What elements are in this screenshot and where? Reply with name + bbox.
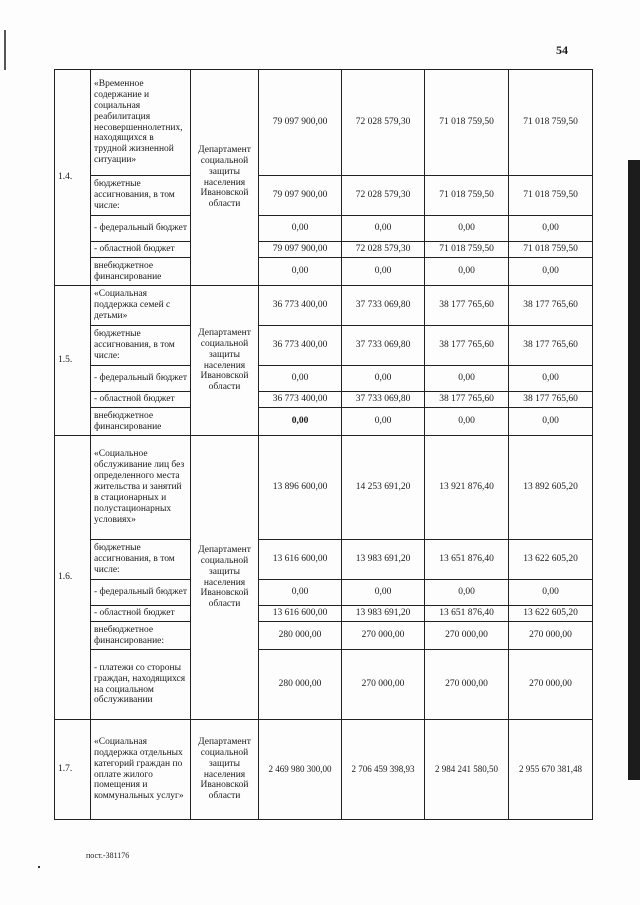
value-cell: 13 651 876,40 [425, 606, 509, 622]
row-label: - областной бюджет [91, 392, 191, 408]
table-row [55, 176, 593, 216]
table-row [55, 580, 593, 606]
table-row [55, 216, 593, 242]
value-cell: 2 706 459 398,93 [342, 720, 425, 820]
value-cell: 0,00 [509, 258, 593, 286]
value-cell: 38 177 765,60 [509, 286, 593, 326]
page-number: 54 [556, 43, 568, 57]
value-cell: 38 177 765,60 [425, 392, 509, 408]
value-cell: 270 000,00 [425, 622, 509, 650]
table-row [55, 326, 593, 366]
value-cell: 38 177 765,60 [509, 326, 593, 366]
row-label: «Социальная поддержка семей с детьми» [91, 286, 191, 326]
value-cell: 71 018 759,50 [425, 242, 509, 258]
row-label: бюджетные ассигнования, в том числе: [91, 176, 191, 216]
value-cell: 72 028 579,30 [342, 242, 425, 258]
value-cell: 13 921 876,40 [425, 436, 509, 540]
value-cell: 38 177 765,60 [425, 326, 509, 366]
department-cell: Департамент социальной защиты населения Ивановской области [191, 70, 259, 286]
value-cell: 0,00 [342, 258, 425, 286]
table-row [55, 650, 593, 720]
value-cell: 2 984 241 580,50 [425, 720, 509, 820]
scan-margin-mark [4, 30, 6, 70]
table-row [55, 540, 593, 580]
value-cell: 270 000,00 [342, 650, 425, 720]
value-cell: 13 616 600,00 [259, 540, 342, 580]
row-label: «Временное содержание и социальная реабилитация несовершеннолетних, находящихся в трудной жизненной ситуации» [91, 70, 191, 176]
table-row [55, 436, 593, 540]
value-cell: 270 000,00 [425, 650, 509, 720]
table-row [55, 408, 593, 436]
row-label: - федеральный бюджет [91, 216, 191, 242]
row-label: - платежи со стороны граждан, находящихся на социальном обслуживании [91, 650, 191, 720]
value-cell: 79 097 900,00 [259, 70, 342, 176]
value-cell: 280 000,00 [259, 650, 342, 720]
value-cell: 71 018 759,50 [509, 242, 593, 258]
budget-table [54, 69, 593, 820]
value-cell: 0,00 [425, 258, 509, 286]
value-cell: 0,00 [509, 216, 593, 242]
value-cell: 71 018 759,50 [509, 70, 593, 176]
value-cell: 13 651 876,40 [425, 540, 509, 580]
value-cell: 37 733 069,80 [342, 326, 425, 366]
value-cell: 71 018 759,50 [425, 176, 509, 216]
row-label: - федеральный бюджет [91, 580, 191, 606]
value-cell: 0,00 [509, 408, 593, 436]
scan-dot [38, 866, 40, 868]
row-label: внебюджетное финансирование: [91, 622, 191, 650]
value-cell: 72 028 579,30 [342, 70, 425, 176]
value-cell: 0,00 [342, 408, 425, 436]
department-cell: Департамент социальной защиты населения Ивановской области [191, 720, 259, 820]
row-label: - областной бюджет [91, 606, 191, 622]
value-cell: 13 622 605,20 [509, 540, 593, 580]
value-cell: 0,00 [509, 366, 593, 392]
value-cell: 79 097 900,00 [259, 242, 342, 258]
table-row [55, 392, 593, 408]
value-cell: 13 896 600,00 [259, 436, 342, 540]
value-cell: 13 983 691,20 [342, 606, 425, 622]
value-cell: 0,00 [425, 408, 509, 436]
value-cell: 0,00 [425, 580, 509, 606]
value-cell: 0,00 [425, 366, 509, 392]
value-cell: 38 177 765,60 [509, 392, 593, 408]
value-cell: 0,00 [342, 366, 425, 392]
row-label: внебюджетное финансирование [91, 408, 191, 436]
value-cell: 36 773 400,00 [259, 286, 342, 326]
scan-edge-bar [628, 160, 640, 780]
value-cell: 13 983 691,20 [342, 540, 425, 580]
value-cell: 280 000,00 [259, 622, 342, 650]
row-label: внебюджетное финансирование [91, 258, 191, 286]
value-cell: 0,00 [342, 216, 425, 242]
table-row [55, 622, 593, 650]
row-number: 1.5. [55, 286, 91, 436]
row-label: - федеральный бюджет [91, 366, 191, 392]
department-cell: Департамент социальной защиты населения Ивановской области [191, 436, 259, 720]
value-cell: 0,00 [259, 366, 342, 392]
row-number: 1.4. [55, 70, 91, 286]
value-cell: 2 955 670 381,48 [509, 720, 593, 820]
table-row [55, 70, 593, 176]
value-cell: 36 773 400,00 [259, 392, 342, 408]
value-cell: 71 018 759,50 [425, 70, 509, 176]
value-cell: 37 733 069,80 [342, 392, 425, 408]
table-row [55, 286, 593, 326]
value-cell: 79 097 900,00 [259, 176, 342, 216]
row-number: 1.7. [55, 720, 91, 820]
value-cell: 14 253 691,20 [342, 436, 425, 540]
row-label: бюджетные ассигнования, в том числе: [91, 540, 191, 580]
row-label: «Социальное обслуживание лиц без определенного места жительства и занятий в стационарных и полустационарных условиях» [91, 436, 191, 540]
value-cell: 36 773 400,00 [259, 326, 342, 366]
table-row [55, 366, 593, 392]
row-label: бюджетные ассигнования, в том числе: [91, 326, 191, 366]
value-cell: 0,00 [509, 580, 593, 606]
value-cell: 13 892 605,20 [509, 436, 593, 540]
value-cell: 72 028 579,30 [342, 176, 425, 216]
value-cell: 270 000,00 [509, 650, 593, 720]
value-cell: 270 000,00 [509, 622, 593, 650]
document-footer: пост.-381176 [86, 851, 130, 860]
table-row [55, 242, 593, 258]
value-cell: 0,00 [259, 258, 342, 286]
value-cell: 0,00 [259, 408, 342, 436]
table-row [55, 606, 593, 622]
row-label: «Социальная поддержка отдельных категорий граждан по оплате жилого помещения и коммунальных услуг» [91, 720, 191, 820]
row-label: - областной бюджет [91, 242, 191, 258]
department-cell: Департамент социальной защиты населения Ивановской области [191, 286, 259, 436]
table-row [55, 258, 593, 286]
value-cell: 38 177 765,60 [425, 286, 509, 326]
value-cell: 37 733 069,80 [342, 286, 425, 326]
value-cell: 0,00 [259, 216, 342, 242]
table-row [55, 720, 593, 820]
value-cell: 2 469 980 300,00 [259, 720, 342, 820]
value-cell: 13 622 605,20 [509, 606, 593, 622]
value-cell: 13 616 600,00 [259, 606, 342, 622]
value-cell: 0,00 [342, 580, 425, 606]
value-cell: 71 018 759,50 [509, 176, 593, 216]
value-cell: 0,00 [259, 580, 342, 606]
value-cell: 270 000,00 [342, 622, 425, 650]
row-number: 1.6. [55, 436, 91, 720]
value-cell: 0,00 [425, 216, 509, 242]
